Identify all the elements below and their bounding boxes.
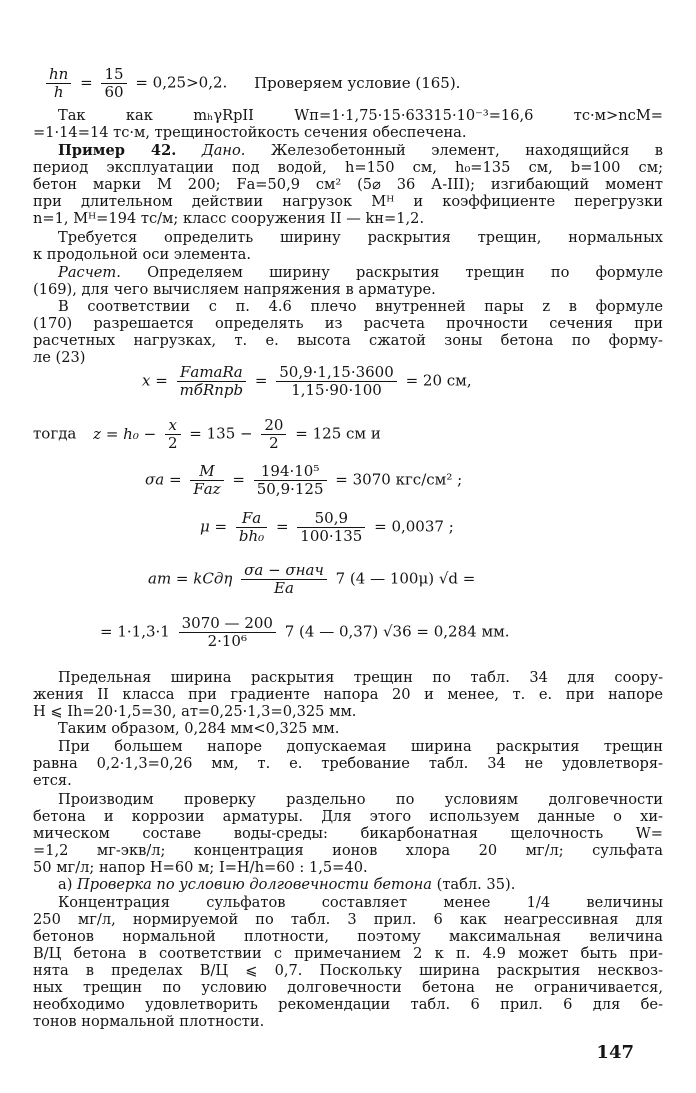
page-number: 147 xyxy=(596,1042,634,1063)
formula-crack-width-result: = 1·1,3·1 $\frac{3070 — 200}{\text{2·10⁶}}$ 7 (4 — 0,37) √36 = 0,284 мм. xyxy=(100,614,510,650)
paragraph-line: 250 мг/л, нормируемой по табл. 3 прил. 6 как неагрессивная для xyxy=(33,911,663,928)
example-heading: Пример 42. Дано. Железобетонный элемент, находящийся в xyxy=(58,142,663,159)
paragraph-line: период эксплуатации под водой, h=150 см, h₀=135 см, b=100 см; xyxy=(33,159,663,176)
paragraph-line: ле (23) xyxy=(33,349,86,366)
paragraph-line: тонов нормальной плотности. xyxy=(33,1013,265,1030)
paragraph-line: бетон марки М 200; Fа=50,9 см² (5⌀ 36 А-III); изгибающий момент xyxy=(33,176,663,193)
paragraph-line: В/Ц бетона в соответствии с примечанием 2 к п. 4.9 может быть при- xyxy=(33,945,663,962)
paragraph-line: расчетных нагрузках, т. е. высота сжатой зоны бетона по форму- xyxy=(33,332,663,349)
paragraph-line: Производим проверку раздельно по условиям долговечности xyxy=(58,791,663,808)
fraction: $\frac{20}{2}$ xyxy=(261,417,286,452)
formula-sigma: σа = $\frac{M}{\text{Fаz}}$ = $\frac{\text{194·10⁵}}{50,9\cdot 125}$ = 3070 кгс/см² ; xyxy=(145,462,463,498)
fraction: $\frac{15}{60}$ xyxy=(101,66,126,101)
fraction: $\frac{\text{FаmаRа}}{\text{mбRпрb}}$ xyxy=(177,364,247,399)
ratio-check-formula: $\frac{hп}{h}$ = $\frac{15}{60}$ = 0,25>0,2. Проверяем условие (165). xyxy=(42,66,460,101)
formula-mu: μ = $\frac{Fа}{\text{bh₀}}$ = $\frac{50,9}{100\cdot 135}$ = 0,0037 ; xyxy=(200,509,454,545)
paragraph-line: 50 мг/л; напор H=60 м; I=H/h=60 : 1,5=40. xyxy=(33,859,368,876)
paragraph-line: В соответствии с п. 4.6 плечо внутренней пары z в формуле xyxy=(58,298,663,315)
fraction: $\frac{3070 — 200}{\text{2·10⁶}}$ xyxy=(179,615,276,650)
formula-x: x = $\frac{\text{FаmаRа}}{\text{mбRпрb}}$ = $\frac{50,9\cdot 1,15\cdot 3600}{1,15\cdot 90\cdot 100}$ = 20 см, xyxy=(142,363,472,399)
paragraph-line: Таким образом, 0,284 мм<0,325 мм. xyxy=(58,720,340,737)
fraction: $\frac{Fа}{\text{bh₀}}$ xyxy=(236,510,267,545)
calculation-heading: Расчет. Определяем ширину раскрытия трещин по формуле xyxy=(58,264,663,281)
paragraph-line: H ⩽ Ih=20·1,5=30, aт=0,25·1,3=0,325 мм. xyxy=(33,703,357,720)
fraction: $\frac{hп}{h}$ xyxy=(46,66,71,101)
fraction: $\frac{\text{σа − σнач}}{Eа}$ xyxy=(241,562,327,597)
paragraph-line: ется. xyxy=(33,772,72,789)
paragraph-line: Требуется определить ширину раскрытия трещин, нормальных xyxy=(58,229,663,246)
paragraph-line: мическом составе воды-среды: бикарбонатная щелочность W= xyxy=(33,825,663,842)
paragraph-line: =1,2 мг-экв/л; концентрация ионов хлора 20 мг/л; сульфата xyxy=(33,842,663,859)
subsection-heading: а) Проверка по условию долговечности бетона (табл. 35). xyxy=(58,876,516,893)
paragraph-line: Так как mₕγRрІІ Wп=1·1,75·15·63315·10⁻³=16,6 тс·м>nсM= xyxy=(58,107,663,124)
paragraph-line: Концентрация сульфатов составляет менее 1/4 величины xyxy=(58,894,663,911)
fraction: $\frac{50,9\cdot 1,15\cdot 3600}{1,15\cdot 90\cdot 100}$ xyxy=(276,364,397,399)
paragraph-line: =1·14=14 тс·м, трещиностойкость сечения обеспечена. xyxy=(33,124,467,141)
fraction: $\frac{50,9}{100\cdot 135}$ xyxy=(297,510,365,545)
paragraph-line: бетона и коррозии арматуры. Для этого используем данные о хи- xyxy=(33,808,663,825)
paragraph-line: при длительном действии нагрузок Mᴴ и коэффициенте перегрузки xyxy=(33,193,663,210)
paragraph-line: При большем напоре допускаемая ширина раскрытия трещин xyxy=(58,738,663,755)
paragraph-line: n=1, Mᴴ=194 тс/м; класс сооружения II — kн=1,2. xyxy=(33,210,425,227)
paragraph-line: нята в пределах В/Ц ⩽ 0,7. Поскольку ширина раскрытия несквоз- xyxy=(33,962,663,979)
formula-z: тогда z = h₀ − $\frac{x}{2}$ = 135 − $\frac{20}{2}$ = 125 см и xyxy=(33,416,381,452)
paragraph-line: необходимо удовлетворить рекомендации табл. 6 прил. 6 для бе- xyxy=(33,996,663,1013)
paragraph-line: (170) разрешается определять из расчета прочности сечения при xyxy=(33,315,663,332)
paragraph-line: Предельная ширина раскрытия трещин по табл. 34 для соору- xyxy=(58,669,663,686)
formula-crack-width: aт = kCдη $\frac{\text{σа − σнач}}{Eа}$ 7 (4 — 100μ) √d = xyxy=(148,561,476,597)
paragraph-line: к продольной оси элемента. xyxy=(33,246,252,263)
fraction: $\frac{x}{2}$ xyxy=(165,417,181,452)
paragraph-line: (169), для чего вычисляем напряжения в арматуре. xyxy=(33,281,436,298)
paragraph-line: ных трещин по условию долговечности бетона не ограничивается, xyxy=(33,979,663,996)
paragraph-line: равна 0,2·1,3=0,26 мм, т. е. требование табл. 34 не удовлетворя- xyxy=(33,755,663,772)
paragraph-line: жения II класса при градиенте напора 20 и менее, т. е. при напоре xyxy=(33,686,663,703)
paragraph-line: бетонов нормальной плотности, поэтому максимальная величина xyxy=(33,928,663,945)
fraction: $\frac{\text{194·10⁵}}{50,9\cdot 125}$ xyxy=(254,463,327,498)
fraction: $\frac{M}{\text{Fаz}}$ xyxy=(190,463,223,498)
